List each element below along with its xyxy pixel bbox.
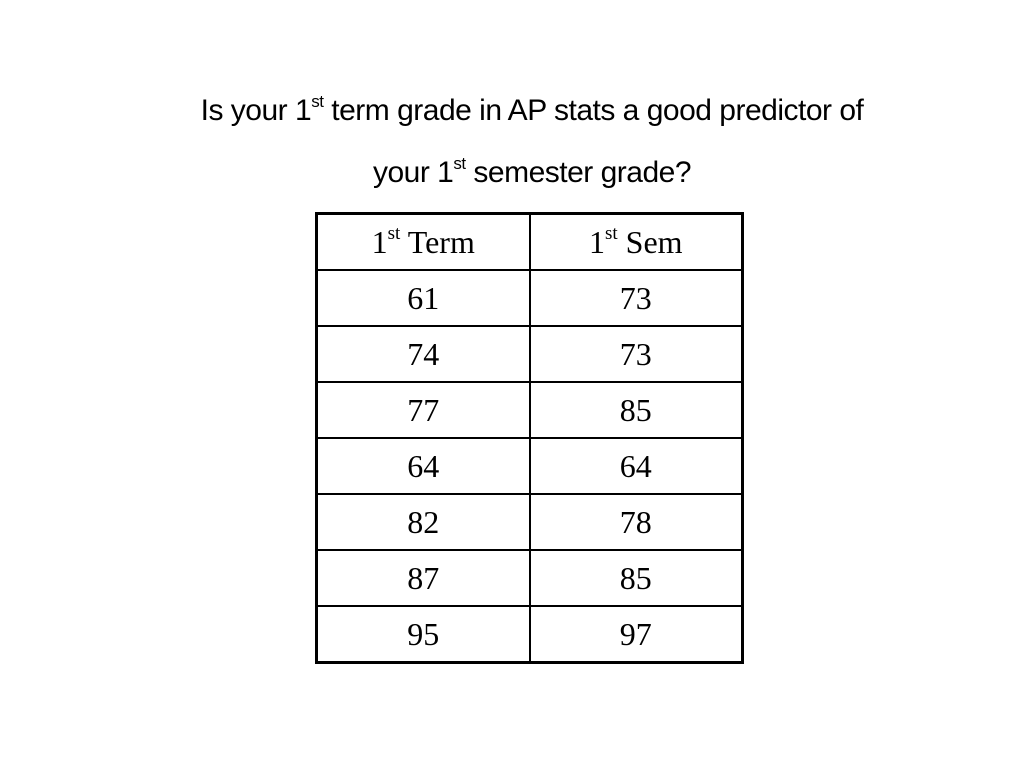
sem-grade-cell: 73 (530, 270, 743, 326)
sem-grade-cell: 64 (530, 438, 743, 494)
slide-title (112, 80, 952, 204)
title-text: Is your 1 (200, 94, 312, 127)
title-line-2 (112, 142, 952, 204)
title-line-1 (112, 80, 952, 142)
table-header-row (317, 214, 743, 271)
title-superscript: st (453, 154, 466, 173)
sem-grade-cell: 85 (530, 550, 743, 606)
grades-table (315, 212, 744, 664)
header-superscript: st (387, 222, 401, 244)
sem-grade-cell: 85 (530, 382, 743, 438)
sem-grade-cell: 97 (530, 606, 743, 663)
title-text: semester grade? (465, 156, 692, 189)
table-row (317, 438, 743, 494)
table-row (317, 606, 743, 663)
term-grade-cell: 87 (317, 550, 530, 606)
term-grade-cell: 82 (317, 494, 530, 550)
table-row (317, 382, 743, 438)
header-number: 1 (371, 223, 388, 260)
header-first-sem (530, 214, 743, 271)
term-grade-cell: 77 (317, 382, 530, 438)
sem-grade-cell: 78 (530, 494, 743, 550)
title-superscript: st (311, 92, 324, 111)
header-label: Sem (617, 223, 683, 260)
table-row (317, 550, 743, 606)
table-row (317, 270, 743, 326)
title-text: your 1 (372, 156, 454, 189)
header-number: 1 (588, 223, 605, 260)
header-label: Term (400, 223, 475, 260)
table-row (317, 494, 743, 550)
table-row (317, 326, 743, 382)
title-text: term grade in AP stats a good predictor of (323, 94, 864, 127)
term-grade-cell: 64 (317, 438, 530, 494)
header-superscript: st (604, 222, 618, 244)
header-first-term (317, 214, 530, 271)
term-grade-cell: 95 (317, 606, 530, 663)
term-grade-cell: 61 (317, 270, 530, 326)
term-grade-cell: 74 (317, 326, 530, 382)
sem-grade-cell: 73 (530, 326, 743, 382)
